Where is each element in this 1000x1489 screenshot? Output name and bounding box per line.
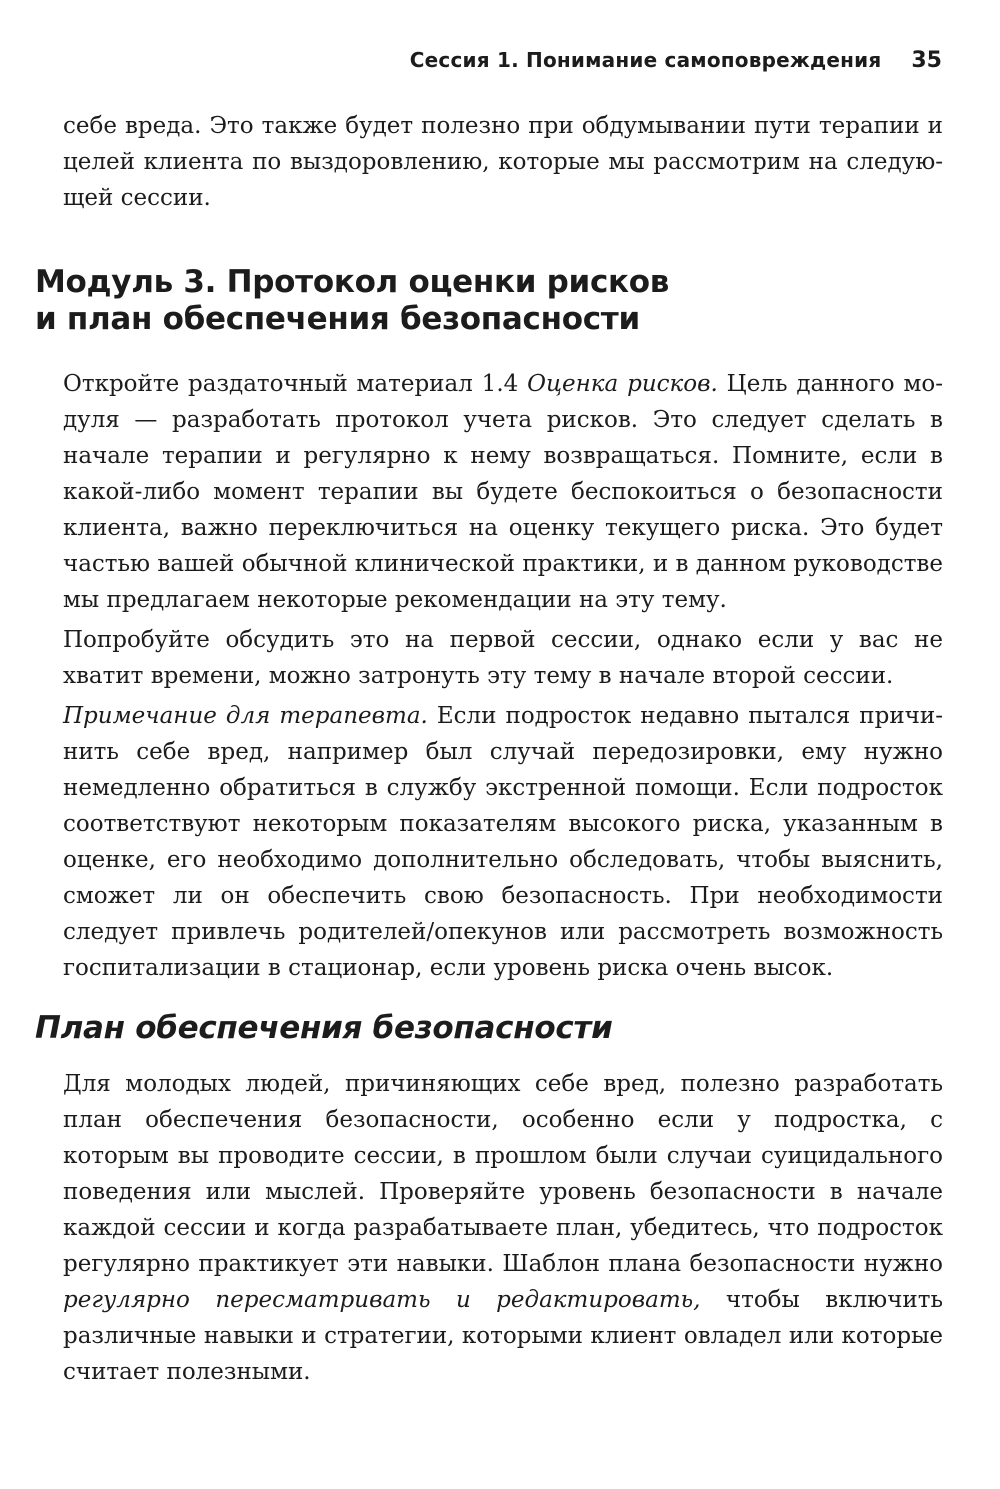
safety-plan-paragraph xyxy=(63,1066,943,1390)
module3-heading-line2: и план обеспечения безопасности xyxy=(35,301,640,337)
safety-plan-body xyxy=(63,1066,943,1390)
module3-paragraph-3 xyxy=(63,698,943,986)
module3-p1-start: Откройте раздаточный материал 1.4 xyxy=(63,371,528,397)
module3-p3-rest: Если подросток недавно пытался причинить себе вред, например был случай передозировки, ему нужно немедленно обратиться в службу экстренной помощи. Если подросток соответствуют некоторым показателям высокого риска, указанным в оценке, его необходимо дополнительно обследовать, чтобы выяснить, сможет ли он обеспечить свою безопасность. При необходимости следует привлечь родителей/опекунов или рассмотреть возможность госпитализации в стационар, если уровень риска очень высок. xyxy=(63,703,943,981)
module3-paragraph-2: Попробуйте обсудить это на первой сессии, однако если у вас не хватит времени, можно затронуть эту тему в начале второй сессии. xyxy=(63,627,943,689)
module3-paragraph-1 xyxy=(63,366,943,618)
module3-p1-rest: Цель данного модуля — разработать протокол учета рисков. Это следует сделать в начале терапии и регулярно к нему возвращаться. Помните, если в какой-либо момент терапии вы будете беспокоиться о безопасности клиента, важно переключиться на оценку текущего риска. Это будет частью вашей обычной клинической практики, и в данном руководстве мы предлагаем некоторые рекомендации на эту тему. xyxy=(63,371,943,613)
page-number: 35 xyxy=(911,48,942,73)
module3-p1-italic: Оценка рисков. xyxy=(527,371,718,397)
safety-plan-heading: План обеспечения безопасности xyxy=(35,1010,613,1046)
module3-heading xyxy=(35,264,955,338)
intro-paragraph-block xyxy=(63,108,943,216)
module3-heading-line1: Модуль 3. Протокол оценки рисков xyxy=(35,264,670,300)
module3-body xyxy=(63,366,943,986)
intro-paragraph: себе вреда. Это также будет полезно при обдумывании пути терапии и целей клиента по выздоровлению, которые мы рассмотрим на следующей сессии. xyxy=(63,113,943,211)
module3-p3-italic: Примечание для терапевта. xyxy=(63,703,428,729)
running-header xyxy=(60,40,942,80)
safety-plan-p1-rest: чтобы включить различные навыки и стратегии, которыми клиент овладел или которые считает полезными. xyxy=(63,1287,943,1385)
running-header-title: Сессия 1. Понимание самоповреждения xyxy=(409,48,882,72)
safety-plan-p1-italic: регулярно пересматривать и редактировать, xyxy=(63,1287,701,1313)
safety-plan-p1-start: Для молодых людей, причиняющих себе вред, полезно разработать план обеспечения безопасности, особенно если у подростка, с которым вы проводите сессии, в прошлом были случаи суицидального поведения или мыслей. Проверяйте уровень безопасности в начале каждой сессии и когда разрабатываете план, убедитесь, что подросток регулярно практикует эти навыки. Шаблон плана безопасности нужно xyxy=(63,1071,943,1277)
